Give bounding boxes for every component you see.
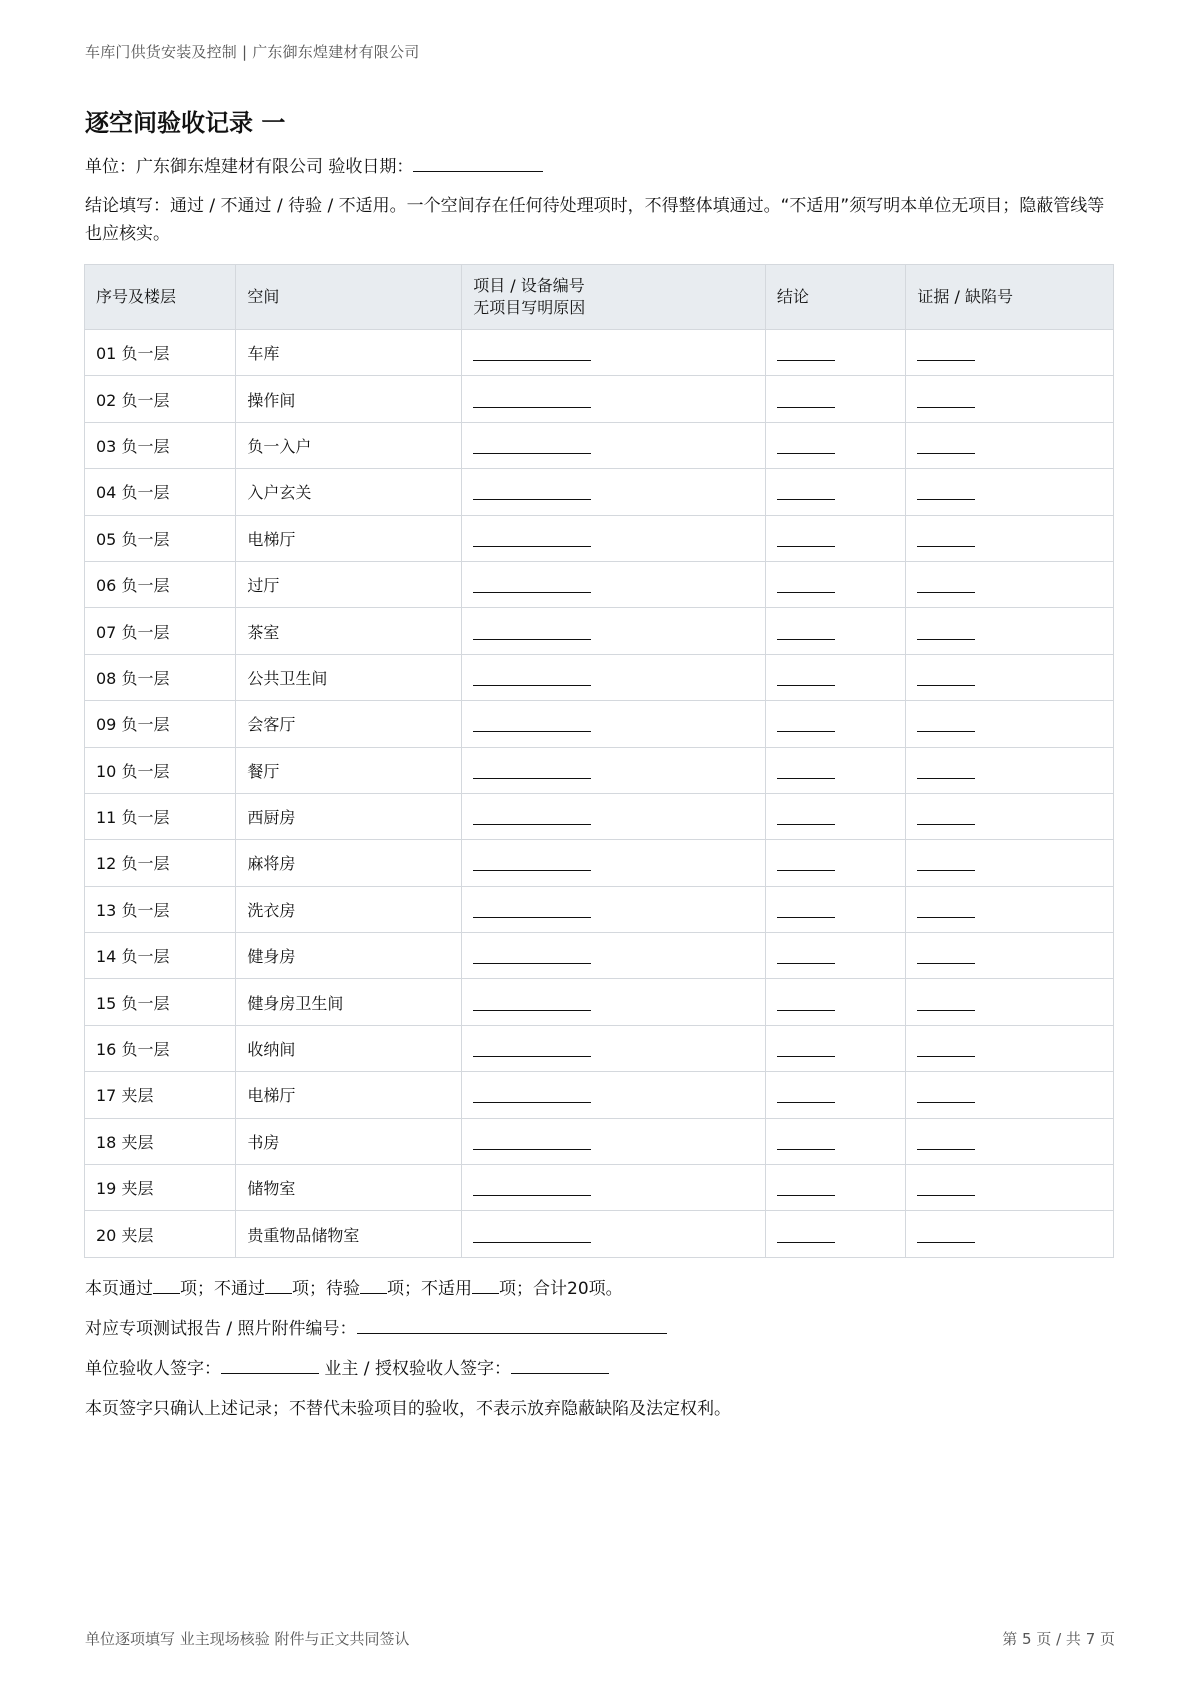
conclusion-field[interactable] xyxy=(777,439,835,454)
item-number-field[interactable] xyxy=(473,949,591,964)
summary-total: 合计20项。 xyxy=(533,1279,623,1299)
conclusion-field[interactable] xyxy=(777,1181,835,1196)
report-ref-field[interactable] xyxy=(357,1316,667,1334)
row-conclusion-cell xyxy=(765,933,906,979)
table-row xyxy=(85,469,1114,515)
row-item-cell xyxy=(462,376,766,422)
row-space: 健身房卫生间 xyxy=(236,979,462,1025)
row-conclusion-cell xyxy=(765,1211,906,1257)
conclusion-field[interactable] xyxy=(777,532,835,547)
row-index-floor: 03 负一层 xyxy=(85,422,236,468)
row-item-cell xyxy=(462,979,766,1025)
column-header-conclusion: 结论 xyxy=(765,265,906,330)
summary-line xyxy=(85,1275,623,1303)
row-evidence-cell xyxy=(906,608,1114,654)
column-header-item-line2: 无项目写明原因 xyxy=(473,298,586,317)
item-number-field[interactable] xyxy=(473,1135,591,1150)
conclusion-field[interactable] xyxy=(777,996,835,1011)
column-header-item xyxy=(462,265,766,330)
row-evidence-cell xyxy=(906,1211,1114,1257)
row-index-floor: 01 负一层 xyxy=(85,330,236,376)
item-number-field[interactable] xyxy=(473,625,591,640)
row-item-cell xyxy=(462,654,766,700)
row-conclusion-cell xyxy=(765,886,906,932)
owner-signature-label: 业主 / 授权验收人签字： xyxy=(324,1359,511,1379)
row-conclusion-cell xyxy=(765,840,906,886)
table-row xyxy=(85,608,1114,654)
row-space: 入户玄关 xyxy=(236,469,462,515)
evidence-field[interactable] xyxy=(917,949,975,964)
row-conclusion-cell xyxy=(765,793,906,839)
row-index-floor: 08 负一层 xyxy=(85,654,236,700)
row-evidence-cell xyxy=(906,747,1114,793)
report-ref-line xyxy=(85,1315,667,1343)
evidence-field[interactable] xyxy=(917,810,975,825)
row-item-cell xyxy=(462,701,766,747)
row-conclusion-cell xyxy=(765,1025,906,1071)
row-evidence-cell xyxy=(906,793,1114,839)
row-index-floor: 07 负一层 xyxy=(85,608,236,654)
row-item-cell xyxy=(462,886,766,932)
table-row xyxy=(85,1025,1114,1071)
evidence-field[interactable] xyxy=(917,856,975,871)
row-space: 过厅 xyxy=(236,561,462,607)
summary-item-unit: 项； xyxy=(292,1279,326,1299)
conclusion-field[interactable] xyxy=(777,346,835,361)
row-conclusion-cell xyxy=(765,701,906,747)
summary-na-label: 不适用 xyxy=(421,1279,472,1299)
unit-value: 广东御东煌建材有限公司 xyxy=(136,157,323,177)
conclusion-field[interactable] xyxy=(777,625,835,640)
item-number-field[interactable] xyxy=(473,1088,591,1103)
row-item-cell xyxy=(462,933,766,979)
row-index-floor: 10 负一层 xyxy=(85,747,236,793)
row-index-floor: 17 夹层 xyxy=(85,1072,236,1118)
sign-note: 本页签字只确认上述记录；不替代未验项目的验收，不表示放弃隐蔽缺陷及法定权利。 xyxy=(85,1399,731,1419)
column-header-space: 空间 xyxy=(236,265,462,330)
conclusion-field[interactable] xyxy=(777,717,835,732)
conclusion-field[interactable] xyxy=(777,1228,835,1243)
row-index-floor: 15 负一层 xyxy=(85,979,236,1025)
row-conclusion-cell xyxy=(765,1072,906,1118)
row-space: 负一入户 xyxy=(236,422,462,468)
conclusion-field[interactable] xyxy=(777,764,835,779)
footer-note: 单位逐项填写 业主现场核验 附件与正文共同签认 xyxy=(85,1630,410,1648)
row-item-cell xyxy=(462,1118,766,1164)
item-number-field[interactable] xyxy=(473,903,591,918)
row-evidence-cell xyxy=(906,1118,1114,1164)
row-conclusion-cell xyxy=(765,561,906,607)
table-row xyxy=(85,1118,1114,1164)
acceptance-date-field[interactable] xyxy=(413,154,543,172)
row-space: 洗衣房 xyxy=(236,886,462,932)
conclusion-field[interactable] xyxy=(777,1135,835,1150)
table-row xyxy=(85,979,1114,1025)
row-item-cell xyxy=(462,1211,766,1257)
conclusion-field[interactable] xyxy=(777,810,835,825)
row-evidence-cell xyxy=(906,1165,1114,1211)
conclusion-field[interactable] xyxy=(777,393,835,408)
row-space: 健身房 xyxy=(236,933,462,979)
table-row xyxy=(85,701,1114,747)
evidence-field[interactable] xyxy=(917,1042,975,1057)
row-conclusion-cell xyxy=(765,376,906,422)
conclusion-field[interactable] xyxy=(777,671,835,686)
row-space: 车库 xyxy=(236,330,462,376)
conclusion-field[interactable] xyxy=(777,485,835,500)
row-index-floor: 04 负一层 xyxy=(85,469,236,515)
conclusion-note: 结论填写：通过 / 不通过 / 待验 / 不适用。一个空间存在任何待处理项时，不得整体填通过。“不适用”须写明本单位无项目；隐蔽管线等也应核实。 xyxy=(85,196,1105,244)
signature-line xyxy=(85,1355,609,1383)
row-item-cell xyxy=(462,422,766,468)
row-index-floor: 20 夹层 xyxy=(85,1211,236,1257)
column-header-item-line1: 项目 / 设备编号 xyxy=(473,276,585,295)
evidence-field[interactable] xyxy=(917,717,975,732)
row-space: 会客厅 xyxy=(236,701,462,747)
row-index-floor: 12 负一层 xyxy=(85,840,236,886)
table-body xyxy=(85,330,1114,1258)
row-evidence-cell xyxy=(906,422,1114,468)
row-evidence-cell xyxy=(906,886,1114,932)
row-evidence-cell xyxy=(906,1025,1114,1071)
conclusion-field[interactable] xyxy=(777,1042,835,1057)
item-number-field[interactable] xyxy=(473,1228,591,1243)
row-space: 茶室 xyxy=(236,608,462,654)
row-index-floor: 13 负一层 xyxy=(85,886,236,932)
pass-count-field[interactable] xyxy=(153,1276,180,1294)
acceptance-date-label: 验收日期： xyxy=(328,157,414,177)
row-index-floor: 16 负一层 xyxy=(85,1025,236,1071)
table-row xyxy=(85,793,1114,839)
evidence-field[interactable] xyxy=(917,1181,975,1196)
unit-signature-field[interactable] xyxy=(221,1356,319,1374)
row-index-floor: 06 负一层 xyxy=(85,561,236,607)
row-space: 书房 xyxy=(236,1118,462,1164)
evidence-field[interactable] xyxy=(917,532,975,547)
summary-item-unit: 项； xyxy=(387,1279,421,1299)
conclusion-field[interactable] xyxy=(777,949,835,964)
item-number-field[interactable] xyxy=(473,532,591,547)
row-space: 麻将房 xyxy=(236,840,462,886)
row-evidence-cell xyxy=(906,654,1114,700)
row-index-floor: 05 负一层 xyxy=(85,515,236,561)
row-space: 收纳间 xyxy=(236,1025,462,1071)
evidence-field[interactable] xyxy=(917,1135,975,1150)
evidence-field[interactable] xyxy=(917,903,975,918)
row-evidence-cell xyxy=(906,515,1114,561)
na-count-field[interactable] xyxy=(472,1276,499,1294)
unit-line xyxy=(85,153,543,181)
row-space: 公共卫生间 xyxy=(236,654,462,700)
table-row xyxy=(85,747,1114,793)
item-number-field[interactable] xyxy=(473,393,591,408)
table-row xyxy=(85,1165,1114,1211)
row-evidence-cell xyxy=(906,840,1114,886)
table-row xyxy=(85,422,1114,468)
evidence-field[interactable] xyxy=(917,393,975,408)
table-row xyxy=(85,1211,1114,1257)
row-item-cell xyxy=(462,1025,766,1071)
row-index-floor: 11 负一层 xyxy=(85,793,236,839)
item-number-field[interactable] xyxy=(473,1181,591,1196)
row-conclusion-cell xyxy=(765,422,906,468)
table-row xyxy=(85,561,1114,607)
fail-count-field[interactable] xyxy=(265,1276,292,1294)
page-number: 第 5 页 / 共 7 页 xyxy=(1002,1630,1115,1648)
row-evidence-cell xyxy=(906,330,1114,376)
report-ref-label: 对应专项测试报告 / 照片附件编号： xyxy=(85,1319,357,1339)
item-number-field[interactable] xyxy=(473,578,591,593)
evidence-field[interactable] xyxy=(917,578,975,593)
row-item-cell xyxy=(462,1165,766,1211)
table-row xyxy=(85,933,1114,979)
row-item-cell xyxy=(462,840,766,886)
table-row xyxy=(85,1072,1114,1118)
summary-fail-label: 不通过 xyxy=(214,1279,265,1299)
conclusion-field[interactable] xyxy=(777,1088,835,1103)
row-evidence-cell xyxy=(906,933,1114,979)
row-space: 餐厅 xyxy=(236,747,462,793)
item-number-field[interactable] xyxy=(473,996,591,1011)
row-item-cell xyxy=(462,608,766,654)
item-number-field[interactable] xyxy=(473,810,591,825)
row-item-cell xyxy=(462,1072,766,1118)
row-space: 贵重物品储物室 xyxy=(236,1211,462,1257)
evidence-field[interactable] xyxy=(917,485,975,500)
evidence-field[interactable] xyxy=(917,346,975,361)
row-conclusion-cell xyxy=(765,1118,906,1164)
row-evidence-cell xyxy=(906,376,1114,422)
row-conclusion-cell xyxy=(765,608,906,654)
item-number-field[interactable] xyxy=(473,856,591,871)
row-space: 西厨房 xyxy=(236,793,462,839)
item-number-field[interactable] xyxy=(473,485,591,500)
row-conclusion-cell xyxy=(765,469,906,515)
table-row xyxy=(85,515,1114,561)
row-evidence-cell xyxy=(906,979,1114,1025)
item-number-field[interactable] xyxy=(473,346,591,361)
evidence-field[interactable] xyxy=(917,671,975,686)
row-evidence-cell xyxy=(906,701,1114,747)
row-space: 储物室 xyxy=(236,1165,462,1211)
evidence-field[interactable] xyxy=(917,1088,975,1103)
summary-item-unit: 项； xyxy=(499,1279,533,1299)
row-index-floor: 09 负一层 xyxy=(85,701,236,747)
evidence-field[interactable] xyxy=(917,439,975,454)
row-conclusion-cell xyxy=(765,654,906,700)
column-header-index-floor: 序号及楼层 xyxy=(85,265,236,330)
table-row xyxy=(85,654,1114,700)
table-row xyxy=(85,330,1114,376)
summary-item-unit: 项； xyxy=(180,1279,214,1299)
row-index-floor: 02 负一层 xyxy=(85,376,236,422)
row-item-cell xyxy=(462,561,766,607)
row-space: 电梯厅 xyxy=(236,1072,462,1118)
row-item-cell xyxy=(462,469,766,515)
item-number-field[interactable] xyxy=(473,764,591,779)
owner-signature-field[interactable] xyxy=(511,1356,609,1374)
row-item-cell xyxy=(462,793,766,839)
evidence-field[interactable] xyxy=(917,625,975,640)
item-number-field[interactable] xyxy=(473,671,591,686)
row-index-floor: 19 夹层 xyxy=(85,1165,236,1211)
table-header-row xyxy=(85,265,1114,330)
row-evidence-cell xyxy=(906,561,1114,607)
item-number-field[interactable] xyxy=(473,439,591,454)
item-number-field[interactable] xyxy=(473,1042,591,1057)
row-evidence-cell xyxy=(906,469,1114,515)
row-conclusion-cell xyxy=(765,515,906,561)
conclusion-field[interactable] xyxy=(777,856,835,871)
conclusion-field[interactable] xyxy=(777,903,835,918)
unit-signature-label: 单位验收人签字： xyxy=(85,1359,221,1379)
evidence-field[interactable] xyxy=(917,1228,975,1243)
column-header-evidence: 证据 / 缺陷号 xyxy=(906,265,1114,330)
row-item-cell xyxy=(462,747,766,793)
table-row xyxy=(85,886,1114,932)
evidence-field[interactable] xyxy=(917,996,975,1011)
item-number-field[interactable] xyxy=(473,717,591,732)
row-conclusion-cell xyxy=(765,979,906,1025)
row-space: 电梯厅 xyxy=(236,515,462,561)
row-conclusion-cell xyxy=(765,1165,906,1211)
conclusion-field[interactable] xyxy=(777,578,835,593)
row-space: 操作间 xyxy=(236,376,462,422)
row-item-cell xyxy=(462,515,766,561)
row-evidence-cell xyxy=(906,1072,1114,1118)
table-row xyxy=(85,840,1114,886)
page-title: 逐空间验收记录 一 xyxy=(85,109,286,137)
row-index-floor: 18 夹层 xyxy=(85,1118,236,1164)
running-header: 车库门供货安装及控制 | 广东御东煌建材有限公司 xyxy=(85,43,420,61)
row-index-floor: 14 负一层 xyxy=(85,933,236,979)
row-conclusion-cell xyxy=(765,330,906,376)
evidence-field[interactable] xyxy=(917,764,975,779)
table-row xyxy=(85,376,1114,422)
row-item-cell xyxy=(462,330,766,376)
acceptance-table xyxy=(84,264,1114,1258)
summary-pass-label: 本页通过 xyxy=(85,1279,153,1299)
summary-pending-label: 待验 xyxy=(326,1279,360,1299)
pending-count-field[interactable] xyxy=(360,1276,387,1294)
unit-label: 单位： xyxy=(85,157,136,177)
row-conclusion-cell xyxy=(765,747,906,793)
